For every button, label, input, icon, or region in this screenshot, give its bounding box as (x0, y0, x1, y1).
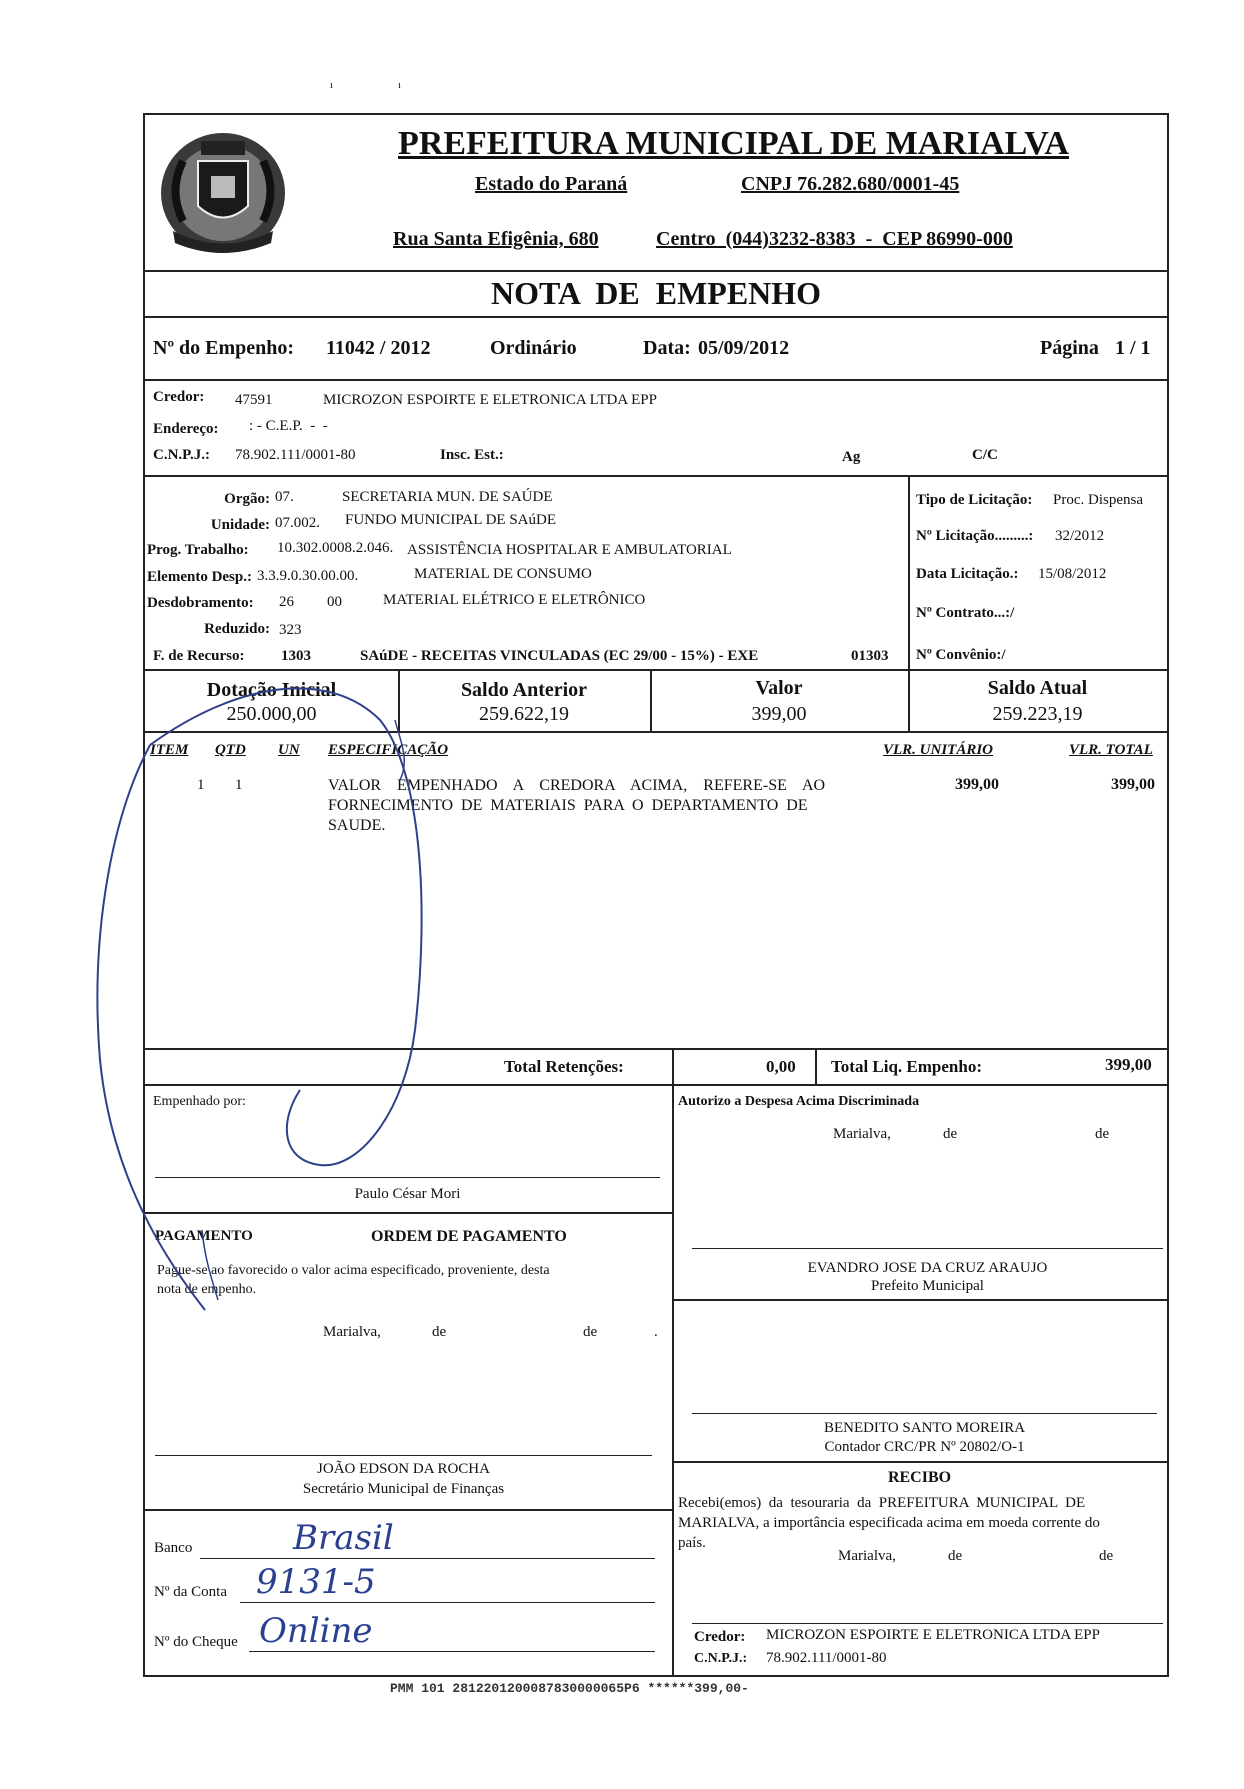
empenho-type: Ordinário (490, 337, 577, 359)
prefeito-name: EVANDRO JOSE DA CRUZ ARAUJO (807, 1260, 1048, 1276)
item-spec-line2: FORNECIMENTO DE MATERIAIS PARA O DEPARTAMENTO DE (328, 797, 808, 814)
tipo-licitacao-value: Proc. Dispensa (1053, 492, 1143, 508)
endereco-label: Endereço: (153, 421, 219, 437)
licitacao-number-label: Nº Licitação.........: (916, 528, 1034, 544)
ordem-pagamento-label: ORDEM DE PAGAMENTO (371, 1228, 567, 1245)
unidade-code: 07.002. (275, 515, 320, 531)
banco-handwriting: Brasil (293, 1518, 394, 1558)
empenho-date-value: 05/09/2012 (698, 337, 790, 359)
banco-label: Banco (154, 1540, 193, 1556)
ag-label: Ag (842, 449, 861, 465)
contador-role: Contador CRC/PR Nº 20802/O-1 (824, 1439, 1025, 1455)
recibo-text-line2: MARIALVA, a importância especificada acima em moeda corrente do (678, 1515, 1100, 1531)
col-especificacao: ESPECIFICAÇÃO (328, 742, 449, 758)
item-number: 1 (197, 777, 205, 793)
pagamento-text-line2: nota de empenho. (157, 1282, 257, 1297)
recibo-de1: de (948, 1548, 963, 1564)
orgao-name: SECRETARIA MUN. DE SAÚDE (342, 489, 553, 505)
credor-name: MICROZON ESPOIRTE E ELETRONICA LTDA EPP (323, 392, 657, 408)
total-retencoes-label: Total Retenções: (504, 1057, 624, 1076)
desdobramento-name: MATERIAL ELÉTRICO E ELETRÔNICO (383, 592, 646, 608)
fonte-recurso-code: 1303 (281, 648, 311, 664)
reduzido-label: Reduzido: (204, 621, 270, 637)
coat-of-arms-logo (153, 121, 293, 261)
empenhado-por-name: Paulo César Mori (354, 1186, 461, 1202)
col-vlr-unitario: VLR. UNITÁRIO (883, 742, 994, 758)
item-spec-line1: VALOR EMPENHADO A CREDORA ACIMA, REFERE-SE AO (328, 777, 826, 794)
cc-label: C/C (972, 447, 998, 463)
pagamento-de1: de (432, 1324, 447, 1340)
nota-de-empenho-document (143, 113, 1169, 1677)
cheque-label: Nº do Cheque (154, 1634, 238, 1650)
prog-trabalho-name: ASSISTÊNCIA HOSPITALAR E AMBULATORIAL (407, 542, 732, 558)
col-un: UN (278, 742, 300, 758)
desdobramento-label: Desdobramento: (147, 595, 254, 611)
autorizo-de2: de (1095, 1126, 1110, 1142)
recibo-credor-name: MICROZON ESPOIRTE E ELETRONICA LTDA EPP (766, 1627, 1100, 1643)
secretario-role: Secretário Municipal de Finanças (302, 1481, 505, 1497)
recibo-cnpj-value: 78.902.111/0001-80 (766, 1650, 887, 1666)
saldo-atual-value: 259.223,19 (992, 703, 1083, 725)
item-vlr-total: 399,00 (1111, 776, 1155, 793)
orgao-code: 07. (275, 489, 294, 505)
recibo-de2: de (1099, 1548, 1114, 1564)
reduzido-value: 323 (279, 622, 302, 638)
fonte-recurso-label: F. de Recurso: (153, 648, 245, 664)
insc-est-label: Insc. Est.: (440, 447, 504, 463)
doc-title: NOTA DE EMPENHO (490, 275, 822, 311)
endereco-value: : - C.E.P. - - (249, 418, 328, 434)
licitacao-date-value: 15/08/2012 (1038, 566, 1107, 582)
pagamento-period: . (654, 1324, 658, 1340)
elemento-desp-name: MATERIAL DE CONSUMO (414, 566, 592, 582)
scan-mark-dot: ı (330, 80, 333, 91)
total-liq-label: Total Liq. Empenho: (831, 1057, 982, 1076)
licitacao-number-value: 32/2012 (1055, 528, 1105, 544)
total-retencoes-value: 0,00 (766, 1057, 796, 1076)
col-item: ITEM (150, 742, 189, 758)
pagamento-text-line1: Pague-se ao favorecido o valor acima especificado, proveniente, desta (157, 1263, 550, 1278)
prog-trabalho-label: Prog. Trabalho: (147, 542, 249, 558)
page-label: Página (1040, 337, 1099, 359)
credor-code: 47591 (235, 392, 273, 408)
pagamento-city: Marialva, (323, 1324, 381, 1340)
scan-mark-dot: ı (398, 80, 401, 91)
col-vlr-total: VLR. TOTAL (1069, 742, 1153, 758)
credor-cnpj-label: C.N.P.J.: (153, 447, 210, 463)
header-state: Estado do Paraná (475, 173, 628, 195)
total-liq-value: 399,00 (1105, 1055, 1152, 1074)
contador-name: BENEDITO SANTO MOREIRA (823, 1420, 1026, 1436)
recibo-text-line3: país. (678, 1535, 706, 1551)
fonte-recurso-number: 01303 (851, 648, 889, 664)
contrato-label: Nº Contrato...:/ (916, 605, 1015, 621)
empenhado-por-label: Empenhado por: (153, 1094, 246, 1109)
dotacao-inicial-label: Dotação Inicial (206, 679, 337, 701)
header-district-phone: Centro (044)3232-8383 - CEP 86990-000 (656, 228, 1013, 250)
recibo-text-line1: Recebi(emos) da tesouraria da PREFEITURA MUNICIPAL DE (678, 1495, 1086, 1511)
autorizo-city: Marialva, (833, 1126, 891, 1142)
recibo-credor-label: Credor: (694, 1629, 746, 1645)
recibo-cnpj-label: C.N.P.J.: (694, 1651, 748, 1666)
header-address: Rua Santa Efigênia, 680 (393, 228, 599, 250)
saldo-anterior-label: Saldo Anterior (460, 679, 588, 701)
credor-label: Credor: (153, 389, 205, 405)
conta-handwriting: 9131-5 (256, 1562, 376, 1602)
header-cnpj: CNPJ 76.282.680/0001-45 (741, 173, 960, 195)
recibo-title: RECIBO (887, 1469, 952, 1486)
licitacao-date-label: Data Licitação.: (916, 566, 1019, 582)
unidade-label: Unidade: (210, 517, 270, 533)
item-qty: 1 (235, 777, 243, 793)
prefeito-role: Prefeito Municipal (871, 1278, 984, 1294)
item-vlr-unitario: 399,00 (955, 776, 999, 793)
saldo-atual-label: Saldo Atual (987, 677, 1088, 699)
cheque-handwriting: Online (259, 1611, 373, 1651)
empenho-number-value: 11042 / 2012 (326, 337, 431, 359)
elemento-desp-label: Elemento Desp.: (147, 569, 252, 585)
prog-trabalho-code: 10.302.0008.2.046. (277, 540, 394, 556)
autorizo-de1: de (943, 1126, 958, 1142)
desdobramento-code: 26 (279, 594, 294, 610)
credor-cnpj-value: 78.902.111/0001-80 (235, 447, 356, 463)
valor-label: Valor (755, 677, 803, 699)
footer-code: PMM 101 2812201200087830000065P6 ******399,00- (390, 1681, 749, 1696)
saldo-anterior-value: 259.622,19 (479, 703, 569, 725)
dotacao-inicial-value: 250.000,00 (226, 703, 317, 725)
empenho-date-label: Data: (643, 337, 691, 359)
page-value: 1 / 1 (1115, 337, 1151, 359)
fonte-recurso-name: SAúDE - RECEITAS VINCULADAS (EC 29/00 - 15%) - EXE (360, 648, 759, 664)
header-title: PREFEITURA MUNICIPAL DE MARIALVA (398, 125, 1069, 162)
valor-value: 399,00 (751, 703, 807, 725)
empenho-number-label: Nº do Empenho: (153, 337, 295, 359)
elemento-desp-code: 3.3.9.0.30.00.00. (257, 568, 359, 584)
autorizo-label: Autorizo a Despesa Acima Discriminada (678, 1094, 920, 1109)
tipo-licitacao-label: Tipo de Licitação: (916, 492, 1033, 508)
item-spec-line3: SAUDE. (328, 817, 386, 834)
conta-label: Nº da Conta (154, 1584, 227, 1600)
convenio-label: Nº Convênio:/ (916, 647, 1006, 663)
pagamento-label: PAGAMENTO (155, 1228, 253, 1244)
orgao-label: Orgão: (224, 491, 270, 507)
desdobramento-sub: 00 (327, 594, 342, 610)
pagamento-de2: de (583, 1324, 598, 1340)
col-qtd: QTD (215, 742, 246, 758)
secretario-name: JOÃO EDSON DA ROCHA (317, 1461, 490, 1477)
unidade-name: FUNDO MUNICIPAL DE SAúDE (345, 512, 556, 528)
recibo-city: Marialva, (838, 1548, 896, 1564)
